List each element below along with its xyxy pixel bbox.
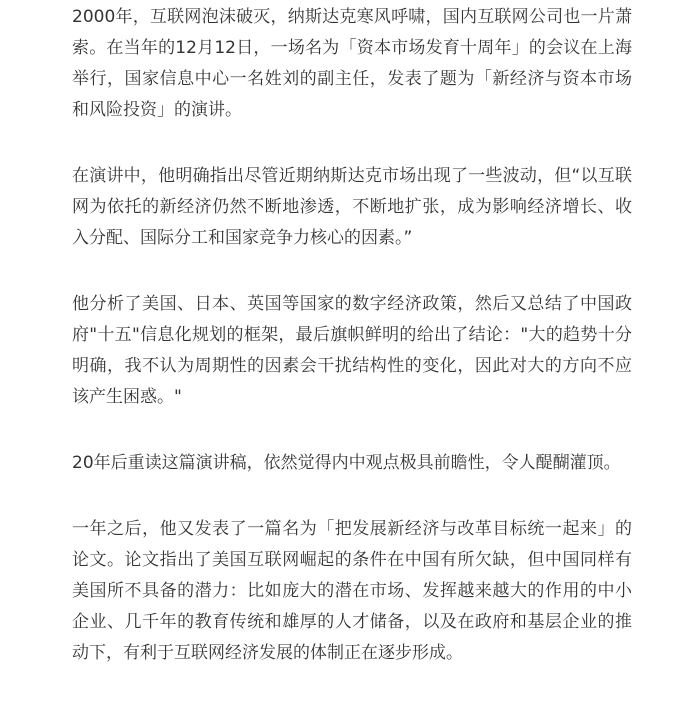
- paragraph-1: 2000年，互联网泡沫破灭，纳斯达克寒风呼啸，国内互联网公司也一片萧索。在当年的12月12日，一场名为「资本市场发育十周年」的会议在上海举行，国家信息中心一名姓刘的副主任，发表了题为「新经济与资本市场和风险投资」的演讲。: [72, 7, 632, 120]
- paragraph-3: 他分析了美国、日本、英国等国家的数字经济政策，然后又总结了中国政府"十五"信息化规划的框架，最后旗帜鲜明的给出了结论："大的趋势十分明确，我不认为周期性的因素会干扰结构性的变化，因此对大的方向不应该产生困惑。": [72, 294, 632, 407]
- paragraph-4: 20年后重读这篇演讲稿，依然觉得内中观点极具前瞻性，令人醍醐灌顶。: [72, 453, 621, 473]
- paragraph-5: 一年之后，他又发表了一篇名为「把发展新经济与改革目标统一起来」的论文。论文指出了美国互联网崛起的条件在中国有所欠缺，但中国同样有美国所不具备的潜力：比如庞大的潜在市场、发挥越来越大的作用的中小企业、几千年的教育传统和雄厚的人才储备，以及在政府和基层企业的推动下，有利于互联网经济发展的体制正在逐步形成。: [72, 519, 632, 663]
- paragraph-2: 在演讲中，他明确指出尽管近期纳斯达克市场出现了一些波动，但“以互联网为依托的新经济仍然不断地渗透，不断地扩张，成为影响经济增长、收入分配、国际分工和国家竞争力核心的因素。”: [72, 166, 632, 248]
- article-body: [72, 2, 632, 704]
